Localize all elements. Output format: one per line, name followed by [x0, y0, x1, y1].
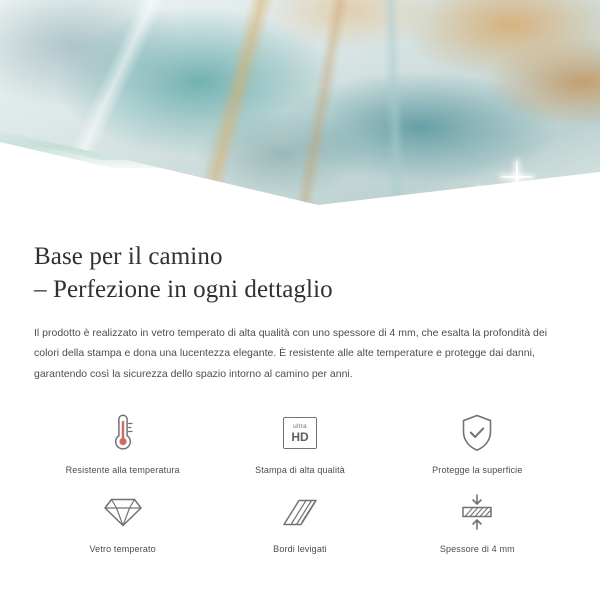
ultra-hd-badge-bottom: HD [291, 430, 309, 445]
feature-label: Protegge la superficie [432, 465, 523, 476]
feature-label: Vetro temperato [89, 544, 156, 555]
feature-item-print-quality [211, 410, 388, 475]
feature-item-temperature [34, 410, 211, 475]
sparkle-icon [527, 183, 547, 203]
feature-item-surface-protection [389, 410, 566, 475]
feature-item-tempered-glass [34, 489, 211, 554]
thermometer-icon [110, 410, 136, 456]
feature-label: Bordi levigati [273, 544, 327, 555]
feature-grid [34, 410, 566, 554]
feature-label: Stampa di alta qualità [255, 465, 345, 476]
hero-image [0, 0, 600, 218]
feature-label: Spessore di 4 mm [439, 544, 515, 555]
feature-item-thickness [389, 489, 566, 554]
page-title [34, 240, 566, 306]
diamond-icon [103, 489, 143, 535]
thickness-icon [457, 489, 497, 535]
page-title-line-2: – Perfezione in ogni dettaglio [34, 276, 333, 303]
shield-check-icon [459, 410, 495, 456]
polished-edges-icon [280, 489, 320, 535]
page-title-line-1: Base per il camino [34, 243, 223, 270]
feature-item-polished-edges [211, 489, 388, 554]
ultra-hd-icon [283, 410, 317, 456]
marble-streaks [0, 0, 600, 205]
description-paragraph: Il prodotto è realizzato in vetro temperato di alta qualità con uno spessore di 4 mm, che esalta la profondità dei colori della stampa e dona una lucentezza elegante. È resistente alle alte temperature e protegge dai danni, garantendo così la sicurezza dello spazio intorno al camino per anni. [34, 327, 548, 380]
sparkle-icon [472, 186, 486, 200]
content-area [0, 240, 600, 554]
ultra-hd-badge-top: ultra [293, 422, 307, 430]
feature-label: Resistente alla temperatura [65, 465, 180, 476]
